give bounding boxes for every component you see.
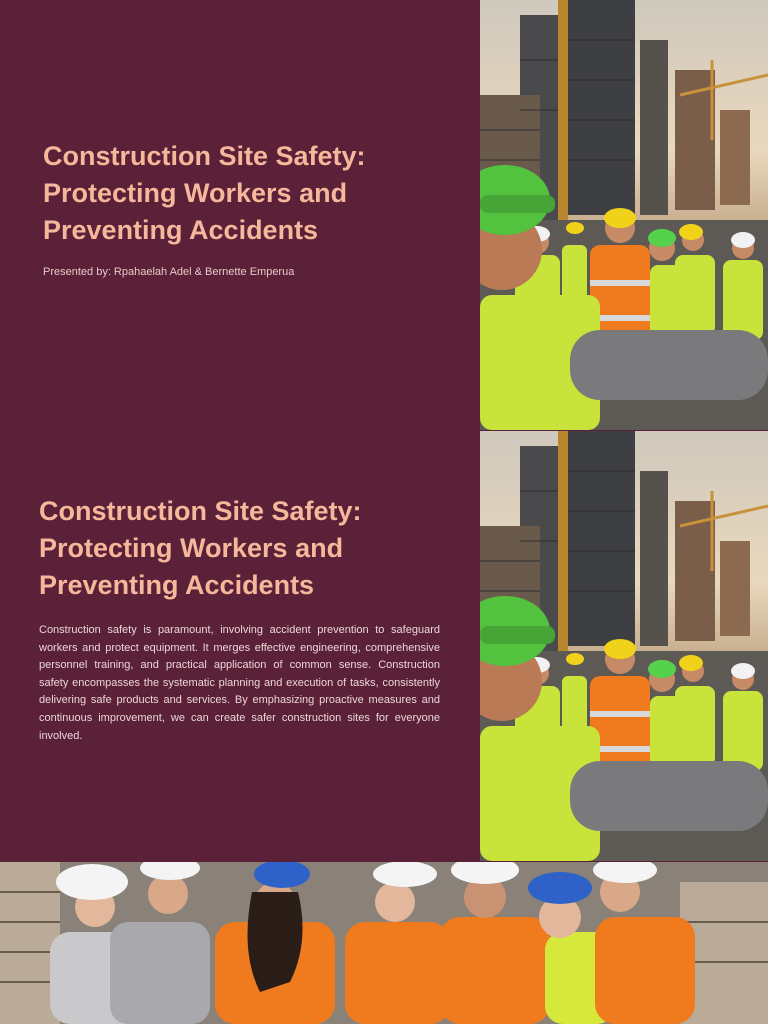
team-photo-slide <box>0 862 768 1024</box>
title-slide <box>0 0 768 430</box>
slide-title: Construction Site Safety: Protecting Workers and Preventing Accidents <box>43 141 366 245</box>
body-paragraph: Construction safety is paramount, involving accident prevention to safeguard workers and protect equipment. It merges effective engineering, comprehensive personnel training, and practical application of common sense. Construction safety encompasses the systematic planning and execution of tasks, consistently delivering safe products and services. By emphasizing proactive measures and continuous improvement, we can create safer construction sites for everyone involved. <box>39 624 440 742</box>
construction-workers-photo <box>480 0 768 430</box>
slide-title: Construction Site Safety: Protecting Workers and Preventing Accidents <box>39 496 362 600</box>
overview-slide <box>0 431 768 861</box>
presenter-line: Presented by: Rpahaelah Adel & Bernette Emperua <box>43 266 295 278</box>
team-photo <box>0 862 768 1024</box>
title-panel <box>0 0 480 430</box>
construction-workers-photo <box>480 431 768 861</box>
overview-panel <box>0 431 480 861</box>
